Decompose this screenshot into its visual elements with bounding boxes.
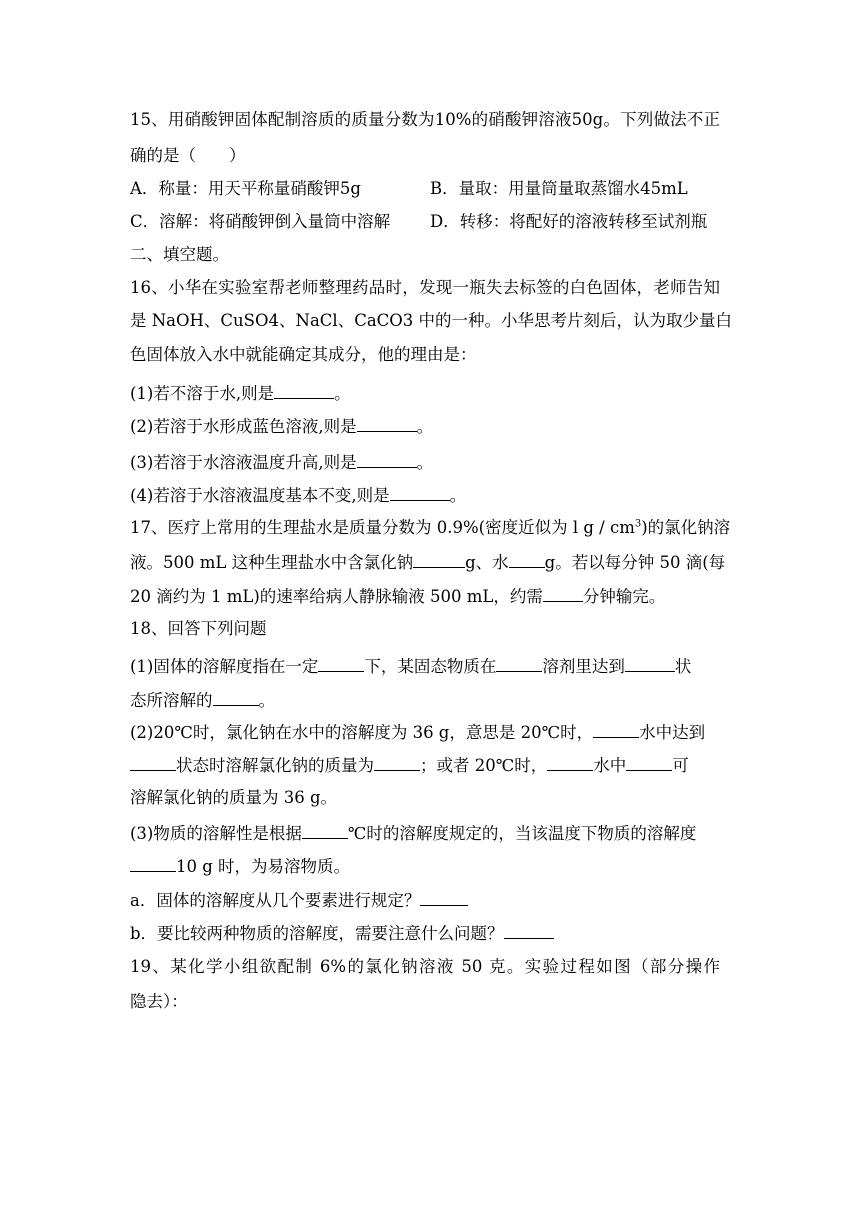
q18-part1-line1: [130, 654, 691, 678]
answer-blank[interactable]: [374, 753, 420, 771]
q18-part2-line3: 溶解氯化钠的质量为 36 g。: [130, 788, 338, 807]
punctuation: 。: [334, 384, 351, 403]
punctuation: 。: [449, 486, 467, 505]
q16-item-1: [130, 381, 351, 405]
answer-blank[interactable]: [625, 654, 675, 672]
answer-blank[interactable]: [213, 688, 259, 706]
q18-text: 水中: [593, 756, 627, 775]
q17-text: )的氯化钠溶: [641, 518, 731, 537]
q18-text: (1)固体的溶解度指在一定: [130, 657, 319, 676]
q18-title: 18、回答下列问题: [130, 619, 267, 638]
q17-line2: [130, 550, 725, 574]
q17-line3: [130, 584, 665, 608]
answer-blank[interactable]: [509, 550, 545, 568]
answer-blank[interactable]: [318, 654, 364, 672]
q18-text: 状: [674, 657, 692, 676]
q16-item-3-text: (3)若溶于水溶液温度升高,则是: [130, 453, 357, 472]
punctuation: 。: [416, 453, 434, 472]
q18-part2-line2: [130, 753, 689, 777]
q18-part3-line1: [130, 821, 696, 845]
q15-option-b: B．量取：用量筒量取蒸馏水45mL: [430, 179, 688, 198]
q16-stem-line2: 是 NaOH、CuSO4、NaCl、CaCO3 中的一种。小华思考片刻后，认为取少量白: [130, 311, 733, 330]
q18-text: a．固体的溶解度从几个要素进行规定？: [130, 891, 421, 910]
q18-text: 。: [258, 691, 275, 710]
q18-sub-b: [130, 921, 554, 945]
q18-text: 水中达到: [639, 723, 706, 742]
q15-stem-line1: 15、用硝酸钾固体配制溶质的质量分数为10%的硝酸钾溶液50g。下列做法不正: [130, 110, 720, 129]
q18-text: 溶剂里达到: [542, 657, 625, 676]
answer-blank[interactable]: [504, 921, 554, 939]
q18-text: 下，某固态物质在: [364, 657, 497, 676]
q16-item-2-text: (2)若溶于水形成蓝色溶液,则是: [130, 417, 357, 436]
q15-stem-line2: 确的是（ ）: [130, 146, 246, 165]
q18-text: 10 g 时，为易溶物质。: [176, 857, 351, 876]
q16-item-4-text: (4)若溶于水溶液温度基本不变,则是: [130, 486, 390, 505]
q19-stem-line1: 19、某化学小组欲配制 6%的氯化钠溶液 50 克。实验过程如图（部分操作: [130, 957, 720, 976]
q17-text: 17、医疗上常用的生理盐水是质量分数为 0.9%(密度近似为 l g / cm: [130, 518, 635, 537]
q18-text: 可: [672, 756, 689, 775]
superscript: 3: [634, 518, 642, 530]
answer-blank[interactable]: [413, 550, 465, 568]
answer-blank[interactable]: [626, 753, 672, 771]
q18-text: ℃时的溶解度规定的，当该温度下物质的溶解度: [347, 824, 697, 843]
q19-stem-line2: 隐去）：: [130, 992, 188, 1011]
q15-option-a: A．称量：用天平称量硝酸钾5g: [130, 179, 361, 198]
q18-text: ；或者 20℃时，: [420, 756, 548, 775]
q16-item-2: [130, 414, 433, 438]
answer-blank[interactable]: [274, 381, 334, 399]
q16-stem-line3: 色固体放入水中就能确定其成分，他的理由是：: [130, 345, 477, 364]
answer-blank[interactable]: [357, 450, 417, 468]
q18-part2-line1: [130, 720, 705, 744]
answer-blank[interactable]: [390, 483, 450, 501]
answer-blank[interactable]: [357, 414, 417, 432]
q17-text: g、水: [465, 553, 509, 572]
q17-line1: [130, 517, 730, 539]
q18-part3-line2: [130, 854, 350, 878]
answer-blank[interactable]: [130, 753, 176, 771]
answer-blank[interactable]: [547, 753, 593, 771]
q16-item-4: [130, 483, 466, 507]
punctuation: 。: [416, 417, 434, 436]
section-title-fill-in: 二、填空题。: [130, 245, 229, 264]
q17-text: g。若以每分钟 50 滴(每: [544, 553, 726, 572]
answer-blank[interactable]: [302, 821, 348, 839]
q15-option-d: D．转移：将配好的溶液转移至试剂瓶: [430, 212, 708, 231]
q18-text: 状态时溶解氯化钠的质量为: [176, 756, 374, 775]
answer-blank[interactable]: [130, 854, 176, 872]
q17-text: 分钟输完。: [582, 587, 666, 606]
q18-text: 态所溶解的: [130, 691, 213, 710]
q18-text: (2)20℃时，氯化钠在水中的溶解度为 36 g，意思是 20℃时，: [130, 723, 594, 742]
q18-part1-line2: [130, 688, 275, 712]
q18-text: b．要比较两种物质的溶解度，需要注意什么问题？: [130, 924, 504, 943]
q16-stem-line1: 16、小华在实验室帮老师整理药品时，发现一瓶失去标签的白色固体，老师告知: [130, 278, 720, 297]
q16-item-1-text: (1)若不溶于水,则是: [130, 384, 275, 403]
q17-text: 液。500 mL 这种生理盐水中含氯化钠: [130, 553, 414, 572]
answer-blank[interactable]: [420, 888, 468, 906]
q16-item-3: [130, 450, 433, 474]
answer-blank[interactable]: [496, 654, 542, 672]
q18-text: (3)物质的溶解性是根据: [130, 824, 302, 843]
q18-sub-a: [130, 888, 468, 912]
answer-blank[interactable]: [593, 720, 639, 738]
answer-blank[interactable]: [543, 584, 583, 602]
q15-option-c: C．溶解：将硝酸钾倒入量筒中溶解: [130, 212, 391, 231]
q17-text: 20 滴约为 1 mL)的速率给病人静脉输液 500 mL，约需: [130, 587, 543, 606]
